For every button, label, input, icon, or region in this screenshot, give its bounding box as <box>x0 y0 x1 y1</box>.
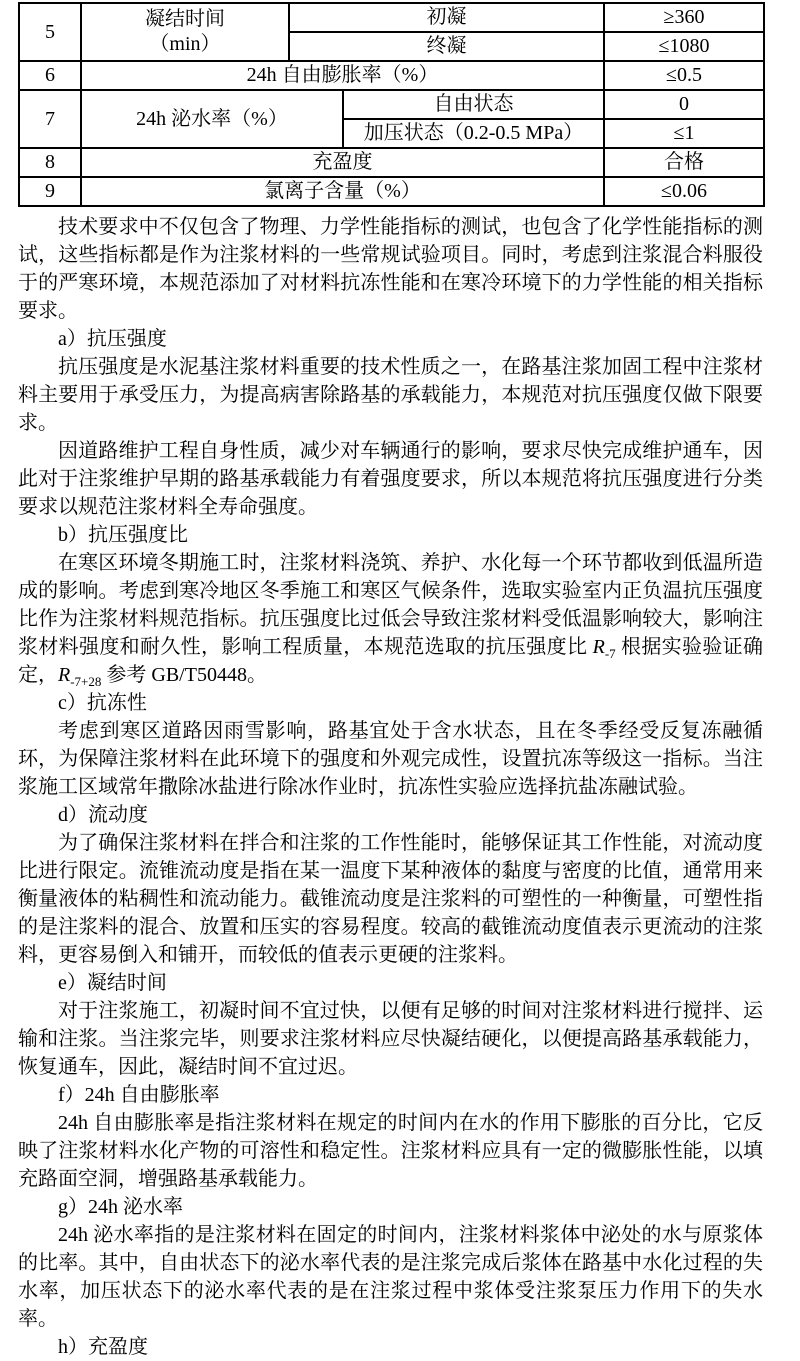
item-bleeding-rate: 24h 泌水率（%） <box>81 90 343 148</box>
item-free-expansion: 24h 自由膨胀率（%） <box>81 61 604 90</box>
formula-subscript-minus-7: -7 <box>604 646 616 661</box>
section-heading-e: e）凝结时间 <box>58 972 167 994</box>
table-row-9 <box>19 177 764 206</box>
section-heading-f: f）24h 自由膨胀率 <box>58 1084 220 1106</box>
paragraph-b-text-2: 根据实验验证确定， <box>18 636 764 686</box>
value-pressurized-state: ≤1 <box>604 119 764 148</box>
value-filling-degree: 合格 <box>604 148 764 177</box>
paragraph-a1: 抗压强度是水泥基注浆材料重要的技术性质之一，在路基注浆加固工程中注浆材料主要用于承受压力，为提高病害除路基的承载能力，本规范对抗压强度仅做下限要求。 <box>18 356 763 434</box>
spec-table <box>18 2 765 207</box>
table-row-6 <box>19 61 764 90</box>
section-heading-a: a）抗压强度 <box>58 328 167 350</box>
value-initial-set: ≥360 <box>604 3 764 32</box>
row-number-9: 9 <box>19 177 81 206</box>
paragraph-a2: 因道路维护工程自身性质，减少对车辆通行的影响，要求尽快完成维护通车，因此对于注浆维护早期的路基承载能力有着强度要求，所以本规范将抗压强度进行分类要求以规范注浆材料全寿命强度。 <box>18 440 763 518</box>
value-chloride-content: ≤0.06 <box>604 177 764 206</box>
table-row-8 <box>19 148 764 177</box>
formula-r-minus-7: R <box>592 636 605 658</box>
paragraph-e1: 对于注浆施工，初凝时间不宜过快，以便有足够的时间对注浆材料进行搅拌、运输和注浆。当注浆完毕，则要求注浆材料应尽快凝结硬化，以便提高路基承载能力，恢复通车，因此，凝结时间不宜过迟。 <box>18 1000 763 1078</box>
section-heading-h: h）充盈度 <box>58 1336 148 1358</box>
paragraph-f1: 24h 自由膨胀率是指注浆材料在规定的时间内在水的作用下膨胀的百分比，它反映了注浆材料水化产物的可溶性和稳定性。注浆材料应具有一定的微膨胀性能，以填充路面空洞，增强路基承载能力。 <box>18 1112 763 1190</box>
item-chloride-content: 氯离子含量（%） <box>81 177 604 206</box>
subitem-final-set: 终凝 <box>289 32 604 61</box>
formula-subscript-minus-7-plus-28: -7+28 <box>70 674 102 689</box>
row-number-6: 6 <box>19 61 81 90</box>
paragraph-b-text-1: 在寒区环境冬期施工时，注浆材料浇筑、养护、水化每一个环节都收到低温所造成的影响。考虑到寒冷地区冬季施工和寒区气候条件，选取实验室内正负温抗压强度比作为注浆材料规范指标。抗压强度比过低会导致注浆材料受低温影响较大，影响注浆材料强度和耐久性，影响工程质量，本规范选取的抗压强度比 <box>18 552 763 658</box>
row-number-5: 5 <box>19 3 81 61</box>
item-filling-degree: 充盈度 <box>81 148 604 177</box>
subitem-initial-set: 初凝 <box>289 3 604 32</box>
table-row-5a <box>19 3 764 32</box>
value-free-state: 0 <box>604 90 764 119</box>
row-number-8: 8 <box>19 148 81 177</box>
value-free-expansion: ≤0.5 <box>604 61 764 90</box>
row-number-7: 7 <box>19 90 81 148</box>
subitem-free-state: 自由状态 <box>343 90 604 119</box>
paragraph-d1: 为了确保注浆材料在拌合和注浆的工作性能时，能够保证其工作性能，对流动度比进行限定。流锥流动度是指在某一温度下某种液体的黏度与密度的比值，通常用来衡量液体的粘稠性和流动能力。截锥流动度是注浆料的可塑性的一种衡量，可塑性指的是注浆料的混合、放置和压实的容易程度。较高的截锥流动度值表示更流动的注浆料，更容易倒入和铺开，而较低的值表示更硬的注浆料。 <box>18 832 763 966</box>
table-row-7a <box>19 90 764 119</box>
section-heading-b: b）抗压强度比 <box>58 524 188 546</box>
paragraph-intro: 技术要求中不仅包含了物理、力学性能指标的测试，也包含了化学性能指标的测试，这些指标都是作为注浆材料的一些常规试验项目。同时，考虑到注浆混合料服役于的严寒环境，本规范添加了对材料抗冻性能和在寒冷环境下的力学性能的相关指标要求。 <box>18 216 763 322</box>
paragraph-c1: 考虑到寒区道路因雨雪影响，路基宜处于含水状态，且在冬季经受反复冻融循环，为保障注浆材料在此环境下的强度和外观完成性，设置抗冻等级这一指标。当注浆施工区域常年撒除冰盐进行除冰作业时，抗冻性实验应选择抗盐冻融试验。 <box>18 720 763 798</box>
value-final-set: ≤1080 <box>604 32 764 61</box>
paragraph-b-with-formula <box>18 549 763 689</box>
section-heading-c: c）抗冻性 <box>58 692 147 714</box>
item-setting-time: 凝结时间 （min） <box>81 3 289 61</box>
subitem-pressurized-state: 加压状态（0.2-0.5 MPa） <box>343 119 604 148</box>
paragraph-g1: 24h 泌水率指的是注浆材料在固定的时间内，注浆材料浆体中泌处的水与原浆体的比率。其中，自由状态下的泌水率代表的是注浆完成后浆体在路基中水化过程的失水率，加压状态下的泌水率代表的是在注浆过程中浆体受注浆泵压力作用下的失水率。 <box>18 1224 763 1330</box>
section-heading-g: g）24h 泌水率 <box>58 1196 183 1218</box>
section-heading-d: d）流动度 <box>58 804 148 826</box>
paragraph-b-text-3: 参考 GB/T50448。 <box>101 664 267 686</box>
formula-r-minus-7-plus-28: R <box>58 664 71 686</box>
body-text <box>18 213 763 1361</box>
